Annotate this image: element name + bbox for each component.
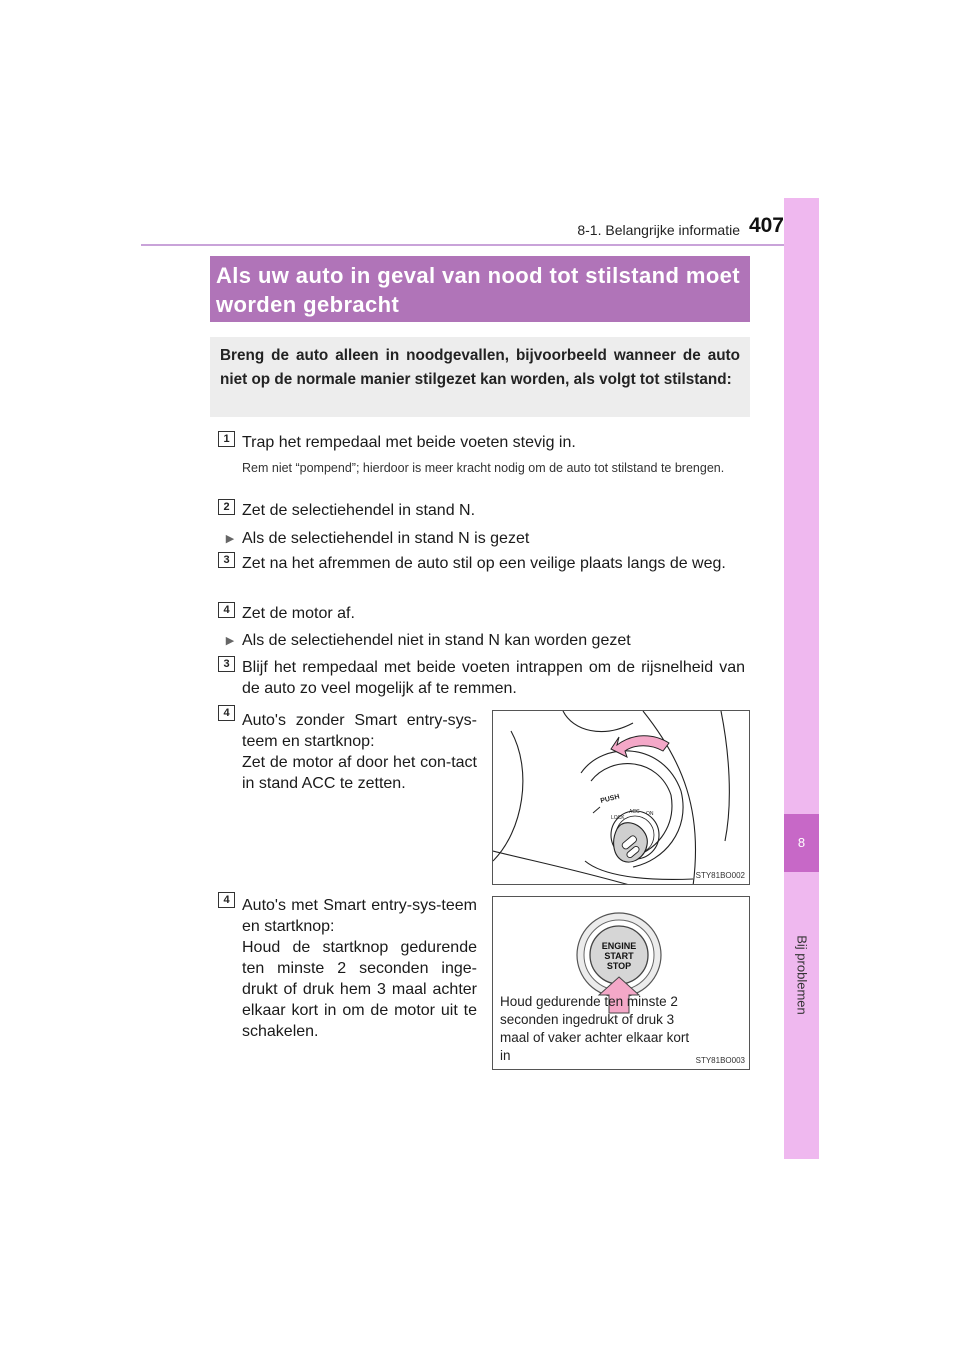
position-label: ON	[646, 811, 654, 817]
figure-code: STY81BO002	[695, 871, 745, 880]
triangle-bullet-icon: ▶	[225, 635, 235, 647]
ignition-key-icon	[614, 823, 648, 862]
step-text-line: Auto's met Smart entry-sys-teem en startknop:	[242, 897, 477, 935]
side-chapter-label	[784, 875, 819, 1075]
figure-caption: Houd gedurende ten minste 2 seconden ingedrukt of druk 3 maal of vaker achter elkaar kort in	[500, 994, 690, 1063]
step-note: Rem niet “pompend”; hierdoor is meer kracht nodig om de auto tot stilstand te brengen.	[242, 461, 725, 475]
triangle-bullet-icon: ▶	[225, 533, 235, 545]
condition-line	[218, 630, 748, 652]
button-text-line: STOP	[606, 961, 632, 971]
step-text-line: Houd de startknop gedurende ten minste 2 seconden inge-drukt of druk hem 3 maal achter elkaar kort in om de motor uit te schakelen.	[242, 939, 477, 1040]
step-text: Blijf het rempedaal met beide voeten intrappen om de rijsnelheid van de auto zo veel mogelijk af te remmen.	[242, 659, 745, 697]
page-number: 407	[748, 214, 784, 237]
condition-line	[218, 528, 748, 550]
figure-code: STY81BO003	[695, 1056, 745, 1065]
running-header-section: 8-1. Belangrijke informatie	[577, 222, 740, 238]
side-chapter-number: 8	[784, 814, 819, 872]
start-button-figure	[492, 896, 750, 1070]
section-title-box	[210, 256, 750, 322]
step-number-badge: 1	[218, 431, 235, 447]
push-label: PUSH	[599, 793, 621, 805]
step-number-badge: 3	[218, 552, 235, 568]
step-text: Trap het rempedaal met beide voeten stevig in.	[242, 434, 576, 451]
step-number-badge: 4	[218, 892, 235, 908]
step-text: Zet de selectiehendel in stand N.	[242, 502, 476, 519]
ignition-figure	[492, 710, 750, 885]
step-text-line: Auto's zonder Smart entry-sys-teem en startknop:	[242, 712, 477, 750]
section-title: Als uw auto in geval van nood tot stilstand moet worden gebracht	[216, 263, 741, 317]
step-number-badge: 4	[218, 705, 235, 721]
button-text-line: ENGINE	[601, 941, 637, 951]
step-text-line: Zet de motor af door het con-tact in stand ACC te zetten.	[242, 754, 477, 792]
intro-text: Breng de auto alleen in noodgevallen, bijvoorbeeld wanneer de auto niet op de normale manier stilgezet kan worden, als volgt tot stilstand:	[220, 347, 740, 388]
step-text: Zet de motor af.	[242, 605, 355, 622]
header-rule	[141, 244, 819, 246]
intro-box	[210, 337, 750, 417]
step-text-block	[242, 895, 477, 1042]
step-number-badge: 2	[218, 499, 235, 515]
step-number-badge: 4	[218, 602, 235, 618]
position-label: ACC	[629, 809, 640, 815]
condition-text: Als de selectiehendel niet in stand N kan worden gezet	[242, 632, 631, 649]
condition-text: Als de selectiehendel in stand N is gezet	[242, 530, 530, 547]
step-text-block	[242, 710, 477, 794]
turn-arrow-icon	[611, 736, 669, 757]
step-number-badge: 3	[218, 656, 235, 672]
position-label: LOCK	[611, 815, 625, 821]
step-text: Zet na het afremmen de auto stil op een veilige plaats langs de weg.	[242, 555, 726, 572]
side-chapter-label-text: Bij problemen	[794, 935, 809, 1015]
button-text-line: START	[604, 951, 634, 961]
ignition-illustration	[493, 711, 750, 885]
